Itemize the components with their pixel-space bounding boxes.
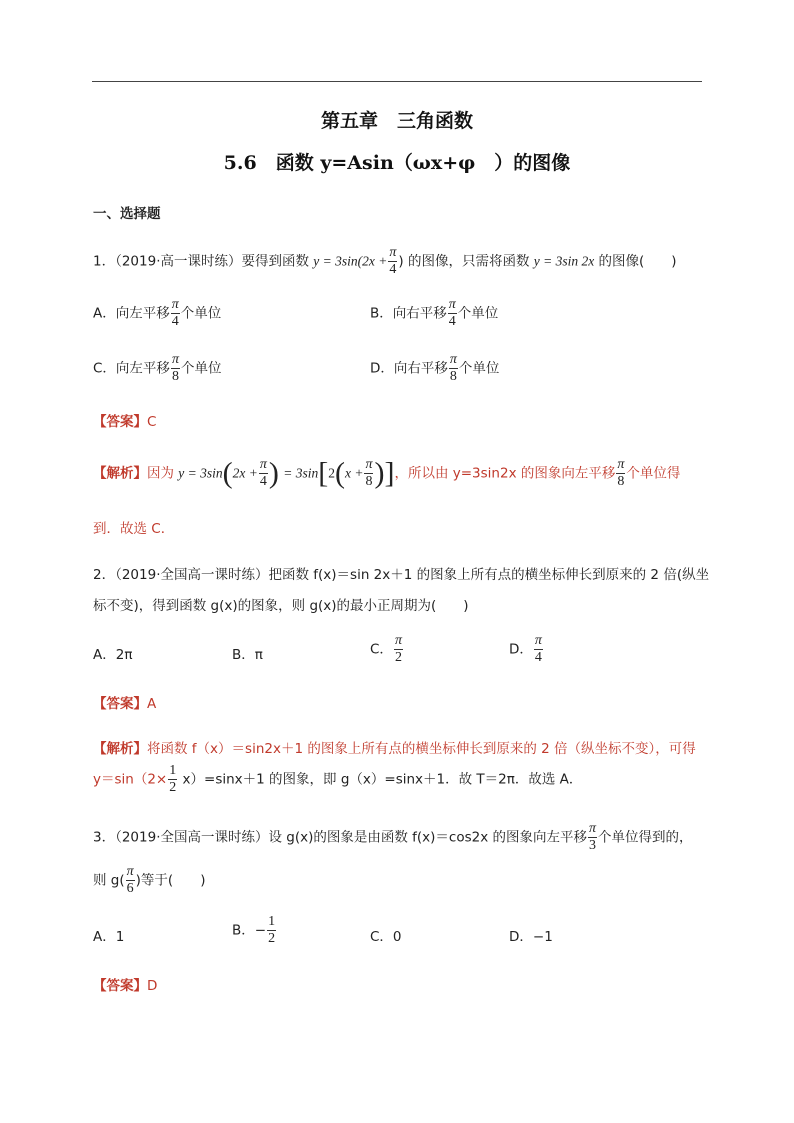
q1-option-d: D．向右平移 $\frac{\pi}{8}$ 个单位	[370, 352, 500, 384]
q1-option-a: A．向左平移 $\frac{\pi}{4}$ 个单位	[93, 297, 222, 329]
question-2-stem-line1: 2．（2019·全国高一课时练）把函数 f(x)＝sin 2x＋1 的图象上所有点的横坐标伸长到原来的 2 倍(纵坐	[93, 567, 710, 583]
q1-answer: 【答案】C	[93, 414, 157, 430]
question-2-stem-line2: 标不变)，得到函数 g(x)的图象，则 g(x)的最小正周期为( )	[93, 598, 469, 614]
q1-fraction: $\frac{\pi}{4}$	[389, 245, 397, 277]
q1-prefix: 1．（2019·高一课时练）要得到函数	[93, 253, 314, 270]
q1-analysis: 【解析】因为 y = 3sin(2x + $\frac{\pi}{4}$ ) = 3sin[2(x + $\frac{\pi}{8}$ )]，所以由 y=3sin2x 的图象向左平移 $\frac{\pi}{8}$ 个单位得	[93, 456, 681, 490]
q3-answer: 【答案】D	[93, 978, 158, 994]
q3-option-a: A．1	[93, 929, 125, 945]
question-1-stem	[93, 246, 677, 277]
q3-option-b: B．− $\frac{1}{2}$	[232, 914, 276, 946]
question-3-stem-line2: 则 g( $\frac{\pi}{6}$ )等于( )	[93, 864, 206, 896]
chapter-title: 第五章 三角函数	[320, 110, 473, 132]
q1-option-c: C．向左平移 $\frac{\pi}{8}$ 个单位	[93, 352, 222, 384]
q3-option-c: C．0	[370, 929, 402, 945]
question-3-stem-line1: 3．（2019·全国高一课时练）设 g(x)的图象是由函数 f(x)＝cos2x 的图象向左平移 $\frac{\pi}{3}$ 个单位得到的，	[93, 821, 693, 853]
q2-option-b: B．π	[232, 647, 263, 663]
q1-suffix: 的图像( )	[594, 253, 677, 270]
q2-option-a: A．2π	[93, 647, 133, 663]
q1-option-b: B．向右平移 $\frac{\pi}{4}$ 个单位	[370, 297, 499, 329]
q2-option-c: C． $\frac{\pi}{2}$	[370, 633, 402, 665]
q1-expr-a: y = 3sin(2x +	[313, 253, 388, 269]
q1-analysis-cont: 到．故选 C．	[93, 521, 175, 537]
q2-analysis-line1: 【解析】将函数 f（x）＝sin2x＋1 的图象上所有点的横坐标伸长到原来的 2 倍（纵坐标不变），可得	[93, 741, 696, 757]
q2-answer: 【答案】A	[93, 696, 157, 712]
q3-option-d: D．−1	[509, 929, 553, 945]
header-rule	[92, 81, 702, 82]
section-title: 5.6 函数 y=Asin（ωx+φ ）的图像	[223, 152, 571, 174]
q2-analysis-line2: y＝sin（2× $\frac{1}{2}$ x）=sinx＋1 的图象，即 g（x）=sinx＋1．故 T＝2π．故选 A．	[93, 763, 583, 795]
q1-mid: ) 的图像，只需将函数	[398, 253, 534, 270]
q2-option-d: D． $\frac{\pi}{4}$	[509, 633, 542, 665]
part-title: 一、选择题	[93, 206, 161, 222]
q1-expr-b: y = 3sin 2x	[533, 253, 595, 269]
